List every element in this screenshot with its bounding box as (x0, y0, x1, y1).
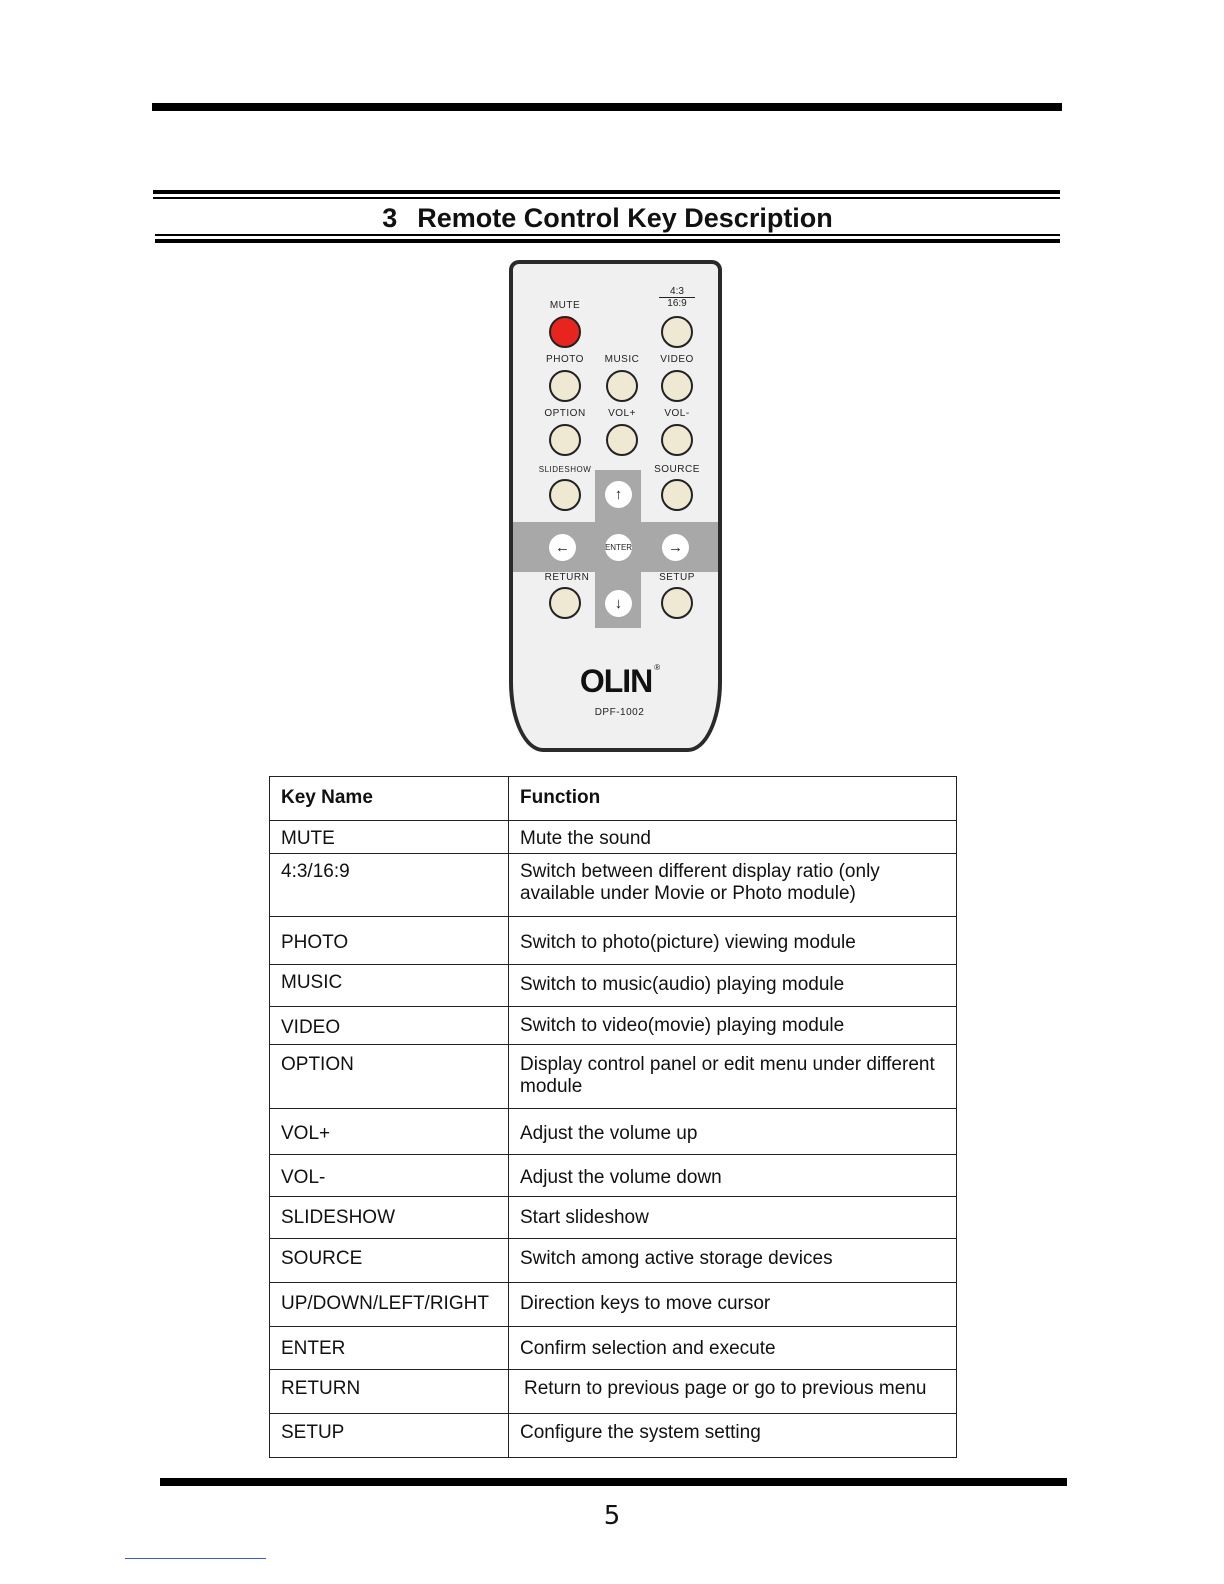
right-arrow-key: → (662, 534, 689, 561)
mute-key (549, 316, 581, 348)
down-arrow-key: ↓ (605, 590, 632, 617)
table-header-row (270, 777, 957, 821)
key-name-cell: OPTION (270, 1045, 509, 1109)
function-cell: Return to previous page or go to previous menu (509, 1370, 957, 1414)
page-number: 5 (603, 1501, 621, 1531)
function-cell: Switch to photo(picture) viewing module (509, 917, 957, 965)
ratio-label-bottom: 16:9 (667, 298, 687, 309)
ratio-label (643, 286, 711, 309)
vol-down-label: VOL- (664, 408, 690, 419)
section-title-text: Remote Control Key Description (417, 203, 833, 233)
function-cell: Switch to video(movie) playing module (509, 1007, 957, 1045)
ratio-label-top: 4:3 (659, 286, 695, 298)
key-name-cell: UP/DOWN/LEFT/RIGHT (270, 1283, 509, 1327)
key-name-cell: PHOTO (270, 917, 509, 965)
key-name-cell: VOL- (270, 1155, 509, 1197)
table-row (270, 965, 957, 1007)
title-rule-bottom-thick (155, 239, 1060, 243)
slideshow-label: SLIDESHOW (538, 465, 592, 474)
music-label: MUSIC (604, 354, 640, 365)
key-name-cell: MUSIC (270, 965, 509, 1007)
table-row (270, 1327, 957, 1370)
function-cell: Direction keys to move cursor (509, 1283, 957, 1327)
function-cell: Start slideshow (509, 1197, 957, 1239)
option-label: OPTION (544, 408, 586, 419)
key-description-table (269, 776, 957, 1458)
function-cell: Switch to music(audio) playing module (509, 965, 957, 1007)
setup-key (661, 587, 693, 619)
function-cell: Switch among active storage devices (509, 1239, 957, 1283)
video-label: VIDEO (660, 354, 694, 365)
remote-control-illustration (509, 260, 722, 752)
function-cell: Switch between different display ratio (only available under Movie or Photo module) (509, 854, 957, 917)
header-function: Function (509, 777, 957, 821)
model-number: DPF-1002 (594, 707, 645, 718)
footer-link-underline (125, 1558, 266, 1559)
title-rule-top-thick (153, 190, 1060, 194)
vol-up-label: VOL+ (608, 408, 636, 419)
table-row (270, 1414, 957, 1458)
key-name-cell: RETURN (270, 1370, 509, 1414)
mute-label: MUTE (549, 300, 581, 311)
table-row (270, 1197, 957, 1239)
music-key (606, 370, 638, 402)
option-key (549, 424, 581, 456)
ratio-key (661, 316, 693, 348)
source-key (661, 479, 693, 511)
registered-mark: ® (654, 663, 660, 672)
key-name-cell: SOURCE (270, 1239, 509, 1283)
table-row (270, 1045, 957, 1109)
function-cell: Display control panel or edit menu under different module (509, 1045, 957, 1109)
function-cell: Adjust the volume down (509, 1155, 957, 1197)
brand-name: OLIN (579, 663, 653, 699)
slideshow-key (549, 479, 581, 511)
key-name-cell: 4:3/16:9 (270, 854, 509, 917)
table-row (270, 1109, 957, 1155)
key-name-cell: MUTE (270, 821, 509, 854)
table-row (270, 854, 957, 917)
function-cell: Adjust the volume up (509, 1109, 957, 1155)
key-name-cell: VOL+ (270, 1109, 509, 1155)
table-row (270, 1370, 957, 1414)
section-number: 3 (382, 203, 398, 233)
return-label: RETURN (544, 572, 590, 583)
source-label: SOURCE (654, 464, 700, 475)
key-name-cell: VIDEO (270, 1007, 509, 1045)
video-key (661, 370, 693, 402)
photo-key (549, 370, 581, 402)
vol-down-key (661, 424, 693, 456)
return-key (549, 587, 581, 619)
function-cell: Mute the sound (509, 821, 957, 854)
photo-label: PHOTO (546, 354, 584, 365)
table-row (270, 1239, 957, 1283)
key-name-cell: SETUP (270, 1414, 509, 1458)
key-name-cell: SLIDESHOW (270, 1197, 509, 1239)
setup-label: SETUP (659, 572, 695, 583)
vol-up-key (606, 424, 638, 456)
enter-key: ENTER (605, 534, 632, 561)
header-key-name: Key Name (270, 777, 509, 821)
up-arrow-key: ↑ (605, 481, 632, 508)
table-row (270, 1007, 957, 1045)
key-name-cell: ENTER (270, 1327, 509, 1370)
table-row (270, 1283, 957, 1327)
table-row (270, 1155, 957, 1197)
header-rule (152, 103, 1062, 111)
table-row (270, 917, 957, 965)
brand-logo (513, 663, 722, 700)
section-title (155, 199, 1060, 237)
table-row (270, 821, 957, 854)
footer-rule (160, 1478, 1067, 1486)
function-cell: Confirm selection and execute (509, 1327, 957, 1370)
left-arrow-key: ← (549, 534, 576, 561)
function-cell: Configure the system setting (509, 1414, 957, 1458)
